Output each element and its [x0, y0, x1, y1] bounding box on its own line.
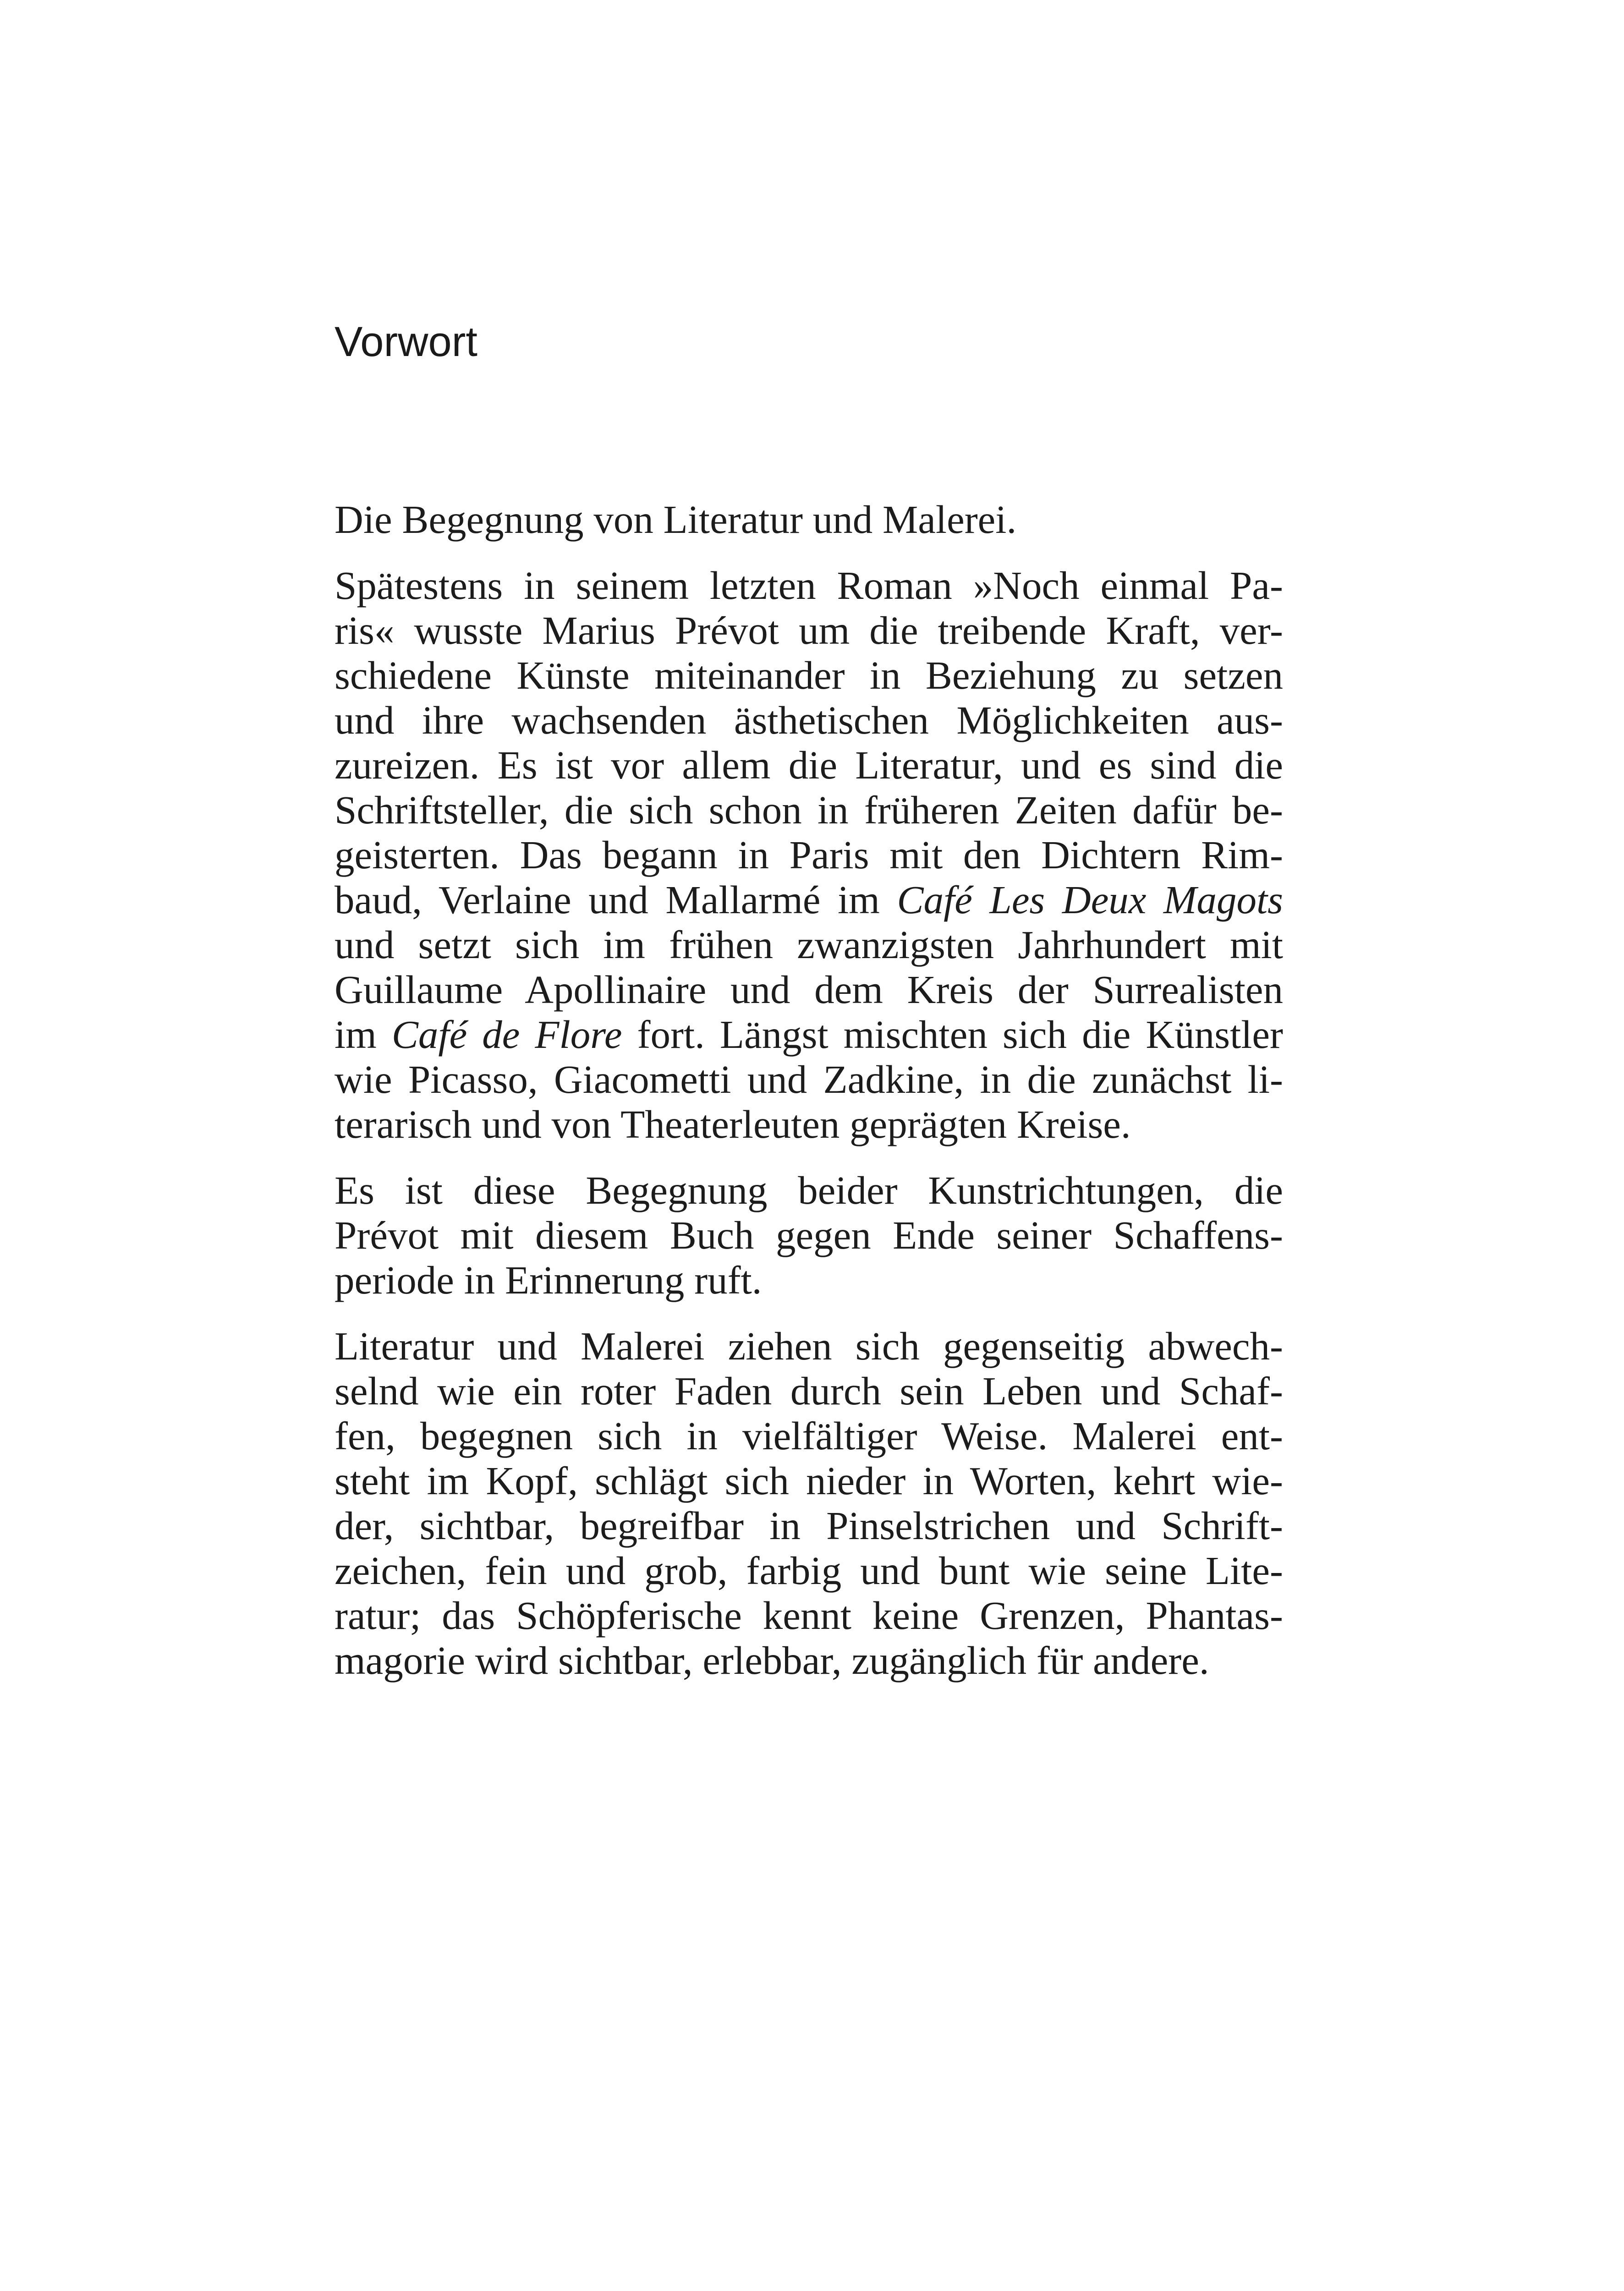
text-line: [335, 877, 1283, 922]
chapter-body: [335, 497, 1283, 1683]
text-line: [335, 563, 1283, 608]
text-run: Literatur und Malerei ziehen sich gegenseitig abwech-: [335, 1324, 1283, 1368]
text-line: [335, 1213, 1283, 1258]
text-line: [335, 967, 1283, 1012]
text-run: magorie wird sichtbar, erlebbar, zugänglich für andere.: [335, 1638, 1209, 1683]
text-run: zeichen, fein und grob, farbig und bunt wie seine Lite-: [335, 1548, 1283, 1593]
text-run: der, sichtbar, begreifbar in Pinselstrichen und Schrift-: [335, 1503, 1283, 1548]
text-run: geisterten. Das begann in Paris mit den Dichtern Rim-: [335, 833, 1283, 877]
text-line: [335, 1369, 1283, 1414]
text-run: steht im Kopf, schlägt sich nieder in Worten, kehrt wie-: [335, 1458, 1283, 1503]
text-run: zureizen. Es ist vor allem die Literatur, und es sind die: [335, 743, 1283, 787]
text-line: [335, 1458, 1283, 1503]
text-line: [335, 1102, 1283, 1147]
text-line: [335, 1414, 1283, 1458]
text-line: [335, 833, 1283, 877]
text-line: [335, 1258, 1283, 1303]
text-run: selnd wie ein roter Faden durch sein Leben und Schaf-: [335, 1369, 1283, 1413]
text-line: [335, 1638, 1283, 1683]
text-line: [335, 743, 1283, 788]
text-run: Prévot mit diesem Buch gegen Ende seiner Schaffens-: [335, 1213, 1283, 1257]
text-line: [335, 653, 1283, 698]
text-run: Guillaume Apollinaire und dem Kreis der Surrealisten: [335, 967, 1283, 1012]
paragraph: [335, 1324, 1283, 1683]
text-line: [335, 497, 1283, 542]
text-run: terarisch und von Theaterleuten geprägten Kreise.: [335, 1102, 1131, 1146]
text-run: fort. Längst mischten sich die Künstler: [622, 1012, 1284, 1057]
text-line: [335, 1168, 1283, 1213]
text-line: [335, 1548, 1283, 1593]
text-line: [335, 1012, 1283, 1057]
text-run: Es ist diese Begegnung beider Kunstrichtungen, die: [335, 1168, 1283, 1212]
text-run: Spätestens in seinem letzten Roman »Noch einmal Pa-: [335, 563, 1283, 608]
text-run: und ihre wachsenden ästhetischen Möglichkeiten aus-: [335, 698, 1283, 742]
text-line: [335, 1593, 1283, 1638]
paragraph: [335, 497, 1283, 542]
text-line: [335, 1503, 1283, 1548]
text-run: baud, Verlaine und Mallarmé im: [335, 877, 897, 922]
text-line: [335, 788, 1283, 833]
text-line: [335, 698, 1283, 743]
text-run: fen, begegnen sich in vielfältiger Weise. Malerei ent-: [335, 1414, 1283, 1458]
text-line: [335, 608, 1283, 653]
text-run: ris« wusste Marius Prévot um die treibende Kraft, ver-: [335, 608, 1283, 652]
chapter-heading: Vorwort: [335, 318, 477, 365]
italic-title: Café de Flore: [391, 1012, 622, 1057]
text-run: schiedene Künste miteinander in Beziehung zu setzen: [335, 653, 1283, 697]
text-line: [335, 1324, 1283, 1369]
paragraph: [335, 1168, 1283, 1303]
text-run: und setzt sich im frühen zwanzigsten Jahrhundert mit: [335, 922, 1283, 967]
text-run: wie Picasso, Giacometti und Zadkine, in die zunächst li-: [335, 1057, 1283, 1102]
text-run: periode in Erinnerung ruft.: [335, 1258, 762, 1302]
text-line: [335, 922, 1283, 967]
text-run: im: [335, 1012, 392, 1057]
text-run: ratur; das Schöpferische kennt keine Grenzen, Phantas-: [335, 1593, 1283, 1638]
text-line: [335, 1057, 1283, 1102]
text-run: Die Begegnung von Literatur und Malerei.: [335, 497, 1017, 542]
text-run: Schriftsteller, die sich schon in früheren Zeiten dafür be-: [335, 788, 1283, 832]
paragraph: [335, 563, 1283, 1147]
italic-title: Café Les Deux Magots: [897, 877, 1283, 922]
